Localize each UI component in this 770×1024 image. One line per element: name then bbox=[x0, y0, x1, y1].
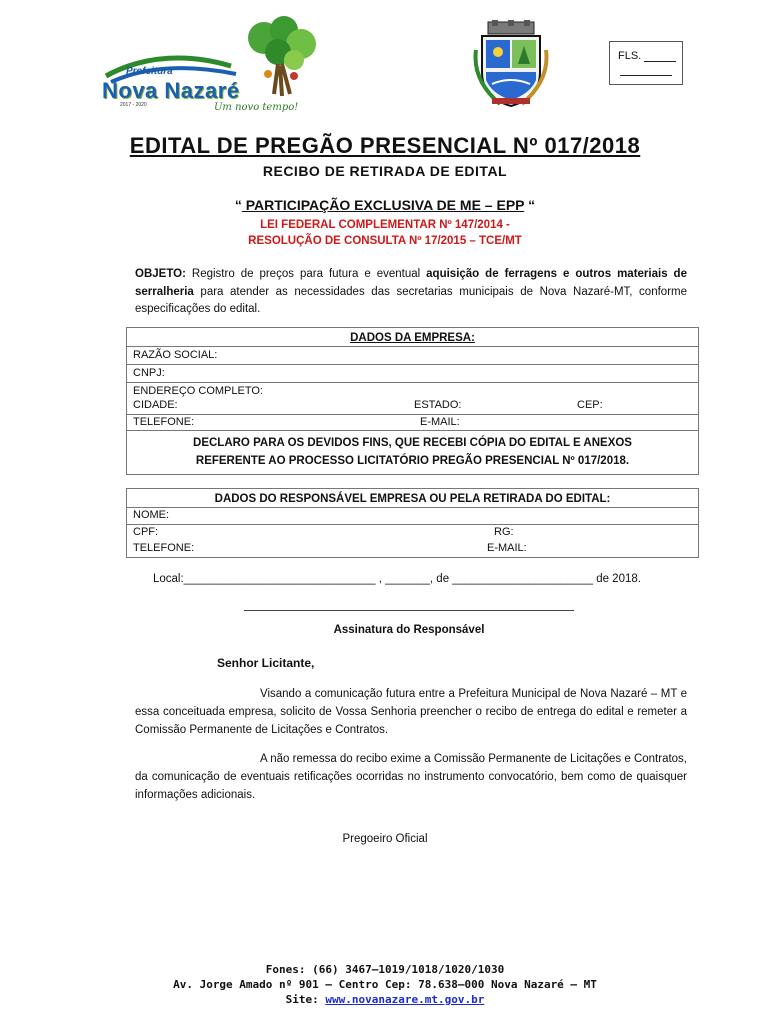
exclusive-participation bbox=[0, 197, 770, 213]
objeto-text-1: Registro de preços para futura e eventual bbox=[185, 268, 427, 280]
responsible-telefone-label: TELEFONE: bbox=[133, 542, 195, 554]
close-quote: “ bbox=[524, 197, 536, 213]
logo-small-text: 2017 - 2020 bbox=[120, 102, 147, 108]
cnpj-label: CNPJ: bbox=[133, 367, 165, 379]
document-subtitle: RECIBO DE RETIRADA DE EDITAL bbox=[262, 163, 508, 179]
fls-label: FLS. bbox=[618, 50, 642, 62]
cep-label: CEP: bbox=[577, 399, 603, 411]
footer-site-line bbox=[0, 992, 770, 1007]
paragraph-1-text: Visando a comunicação futura entre a Prefeitura Municipal de Nova Nazaré – MT e essa conceituada empresa, solicito de Vossa Senhoria preencher o recibo de entrega do edital e remeter a Comissão Permanente de Licitações e Contratos. bbox=[135, 688, 687, 736]
declaration-line-1: DECLARO PARA OS DEVIDOS FINS, QUE RECEBI CÓPIA DO EDITAL E ANEXOS bbox=[193, 437, 632, 449]
paragraph-2-text: A não remessa do recibo exime a Comissão Permanente de Licitações e Contratos, da comunicação de eventuais retificações ocorridas no instrumento convocatório, bem como de quaisquer informações adicionais. bbox=[135, 753, 687, 801]
objeto-bold: aquisição de ferragens e outros materiais de serralheria bbox=[135, 268, 687, 298]
footer-site-label: Site: bbox=[285, 993, 326, 1006]
responsible-data-box bbox=[126, 488, 699, 558]
municipal-crest-icon bbox=[470, 20, 552, 108]
divider bbox=[127, 430, 698, 431]
footer-phones: Fones: (66) 3467–1019/1018/1020/1030 bbox=[265, 963, 505, 976]
greeting: Senhor Licitante, bbox=[217, 656, 315, 670]
declaration bbox=[127, 434, 698, 470]
nome-label: NOME: bbox=[133, 509, 170, 521]
logo-slogan: Um novo tempo! bbox=[214, 102, 299, 113]
endereco-label: ENDEREÇO COMPLETO: bbox=[133, 385, 263, 397]
footer-site-link[interactable]: www.novanazare.mt.gov.br bbox=[325, 993, 485, 1006]
paragraph-1 bbox=[135, 685, 687, 739]
local-date-line: Local:______________________________ , _______, de ______________________ de 2018. bbox=[153, 573, 641, 585]
document-title: EDITAL DE PREGÃO PRESENCIAL Nº 017/2018 bbox=[129, 133, 641, 158]
objeto-paragraph bbox=[135, 266, 687, 319]
company-data-box bbox=[126, 327, 699, 475]
razao-social-label: RAZÃO SOCIAL: bbox=[133, 349, 218, 361]
logo-word-main: Nova Nazaré bbox=[102, 78, 240, 103]
rg-label: RG: bbox=[494, 526, 514, 538]
fls-signature-line bbox=[620, 75, 672, 76]
declaration-line-2: REFERENTE AO PROCESSO LICITATÓRIO PREGÃO PRESENCIAL Nº 017/2018. bbox=[195, 455, 630, 467]
prefeitura-logo bbox=[96, 16, 336, 113]
responsible-header: DADOS DO RESPONSÁVEL EMPRESA OU PELA RETIRADA DO EDITAL: bbox=[127, 489, 698, 508]
company-header: DADOS DA EMPRESA: bbox=[127, 328, 698, 347]
fls-number-line bbox=[644, 61, 676, 62]
signature-label: Assinatura do Responsável bbox=[333, 624, 485, 636]
fls-box bbox=[609, 41, 683, 85]
divider bbox=[127, 364, 698, 365]
estado-label: ESTADO: bbox=[414, 399, 462, 411]
footer-address: Av. Jorge Amado nº 901 – Centro Cep: 78.638–000 Nova Nazaré – MT bbox=[173, 978, 597, 991]
footer bbox=[0, 962, 770, 1007]
logo-word-top: Prefeitura bbox=[126, 66, 173, 77]
telefone-label: TELEFONE: bbox=[133, 416, 195, 428]
law-line-2: RESOLUÇÃO DE CONSULTA Nº 17/2015 – TCE/MT bbox=[248, 235, 522, 247]
divider bbox=[127, 382, 698, 383]
email-label: E-MAIL: bbox=[420, 416, 460, 428]
responsible-email-label: E-MAIL: bbox=[487, 542, 527, 554]
open-quote: “ bbox=[234, 197, 242, 213]
pregoeiro-label: Pregoeiro Oficial bbox=[342, 833, 428, 845]
cpf-label: CPF: bbox=[133, 526, 159, 538]
divider bbox=[127, 414, 698, 415]
law-reference bbox=[0, 217, 770, 249]
exclusive-text: PARTICIPAÇÃO EXCLUSIVA DE ME – EPP bbox=[241, 197, 525, 213]
divider bbox=[127, 524, 698, 525]
cidade-label: CIDADE: bbox=[133, 399, 178, 411]
paragraph-2 bbox=[135, 750, 687, 804]
law-line-1: LEI FEDERAL COMPLEMENTAR Nº 147/2014 - bbox=[260, 219, 510, 231]
objeto-text-2: para atender as necessidades das secretarias municipais de Nova Nazaré-MT, conforme especificações do edital. bbox=[135, 285, 687, 315]
objeto-label: OBJETO: bbox=[135, 268, 186, 280]
signature-line bbox=[244, 610, 574, 611]
